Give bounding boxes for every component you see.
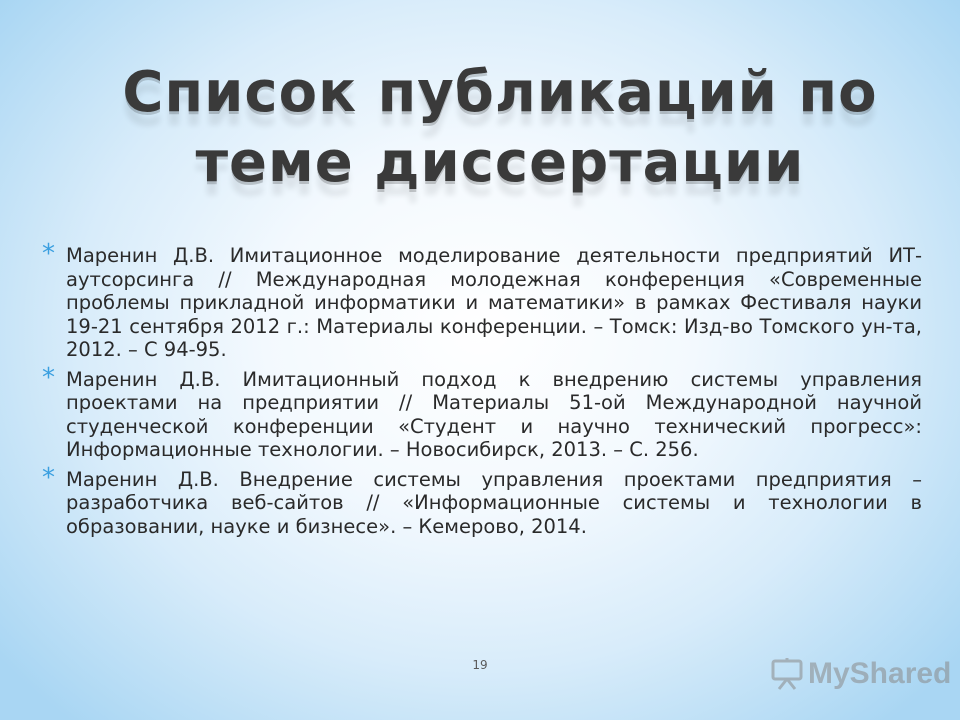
asterisk-bullet-icon: * bbox=[42, 239, 55, 269]
asterisk-bullet-icon: * bbox=[42, 462, 55, 493]
presentation-board-icon bbox=[770, 657, 804, 691]
publication-item bbox=[42, 462, 922, 539]
publication-text: Маренин Д.В. Имитационное моделирование деятельности предприятий ИТ-аутсорсинга // Международная молодежная конференция «Современные проблемы прикладной информатики и математики» в рамках Фестиваля науки 19-21 сентября 2012 г.: Материалы конференции. – Томск: Изд-во Томского ун-та, 2012. – С 94-95. bbox=[66, 244, 922, 361]
title-line-1: Список публикаций по bbox=[122, 60, 878, 125]
asterisk-bullet-icon: * bbox=[42, 362, 55, 393]
watermark-text: MyShared bbox=[808, 657, 952, 690]
slide-title bbox=[120, 58, 880, 198]
publication-text: Маренин Д.В. Имитационный подход к внедрению системы управления проектами на предприятии // Материалы 51-ой Международной научной студенческой конференции «Студент и научно технический прогресс»: Информационные технологии. – Новосибирск, 2013. – С. 256. bbox=[66, 367, 922, 461]
publication-list bbox=[42, 239, 922, 544]
title-line-2: теме диссертации bbox=[195, 130, 805, 195]
myshared-watermark bbox=[770, 654, 951, 694]
page-number: 19 bbox=[472, 658, 488, 672]
publication-item bbox=[42, 239, 922, 362]
publication-item bbox=[42, 362, 922, 462]
publication-text: Маренин Д.В. Внедрение системы управления проектами предприятия – разработчика веб-сайтов // «Информационные системы и технологии в образовании, науке и бизнесе». – Кемерово, 2014. bbox=[66, 467, 922, 538]
